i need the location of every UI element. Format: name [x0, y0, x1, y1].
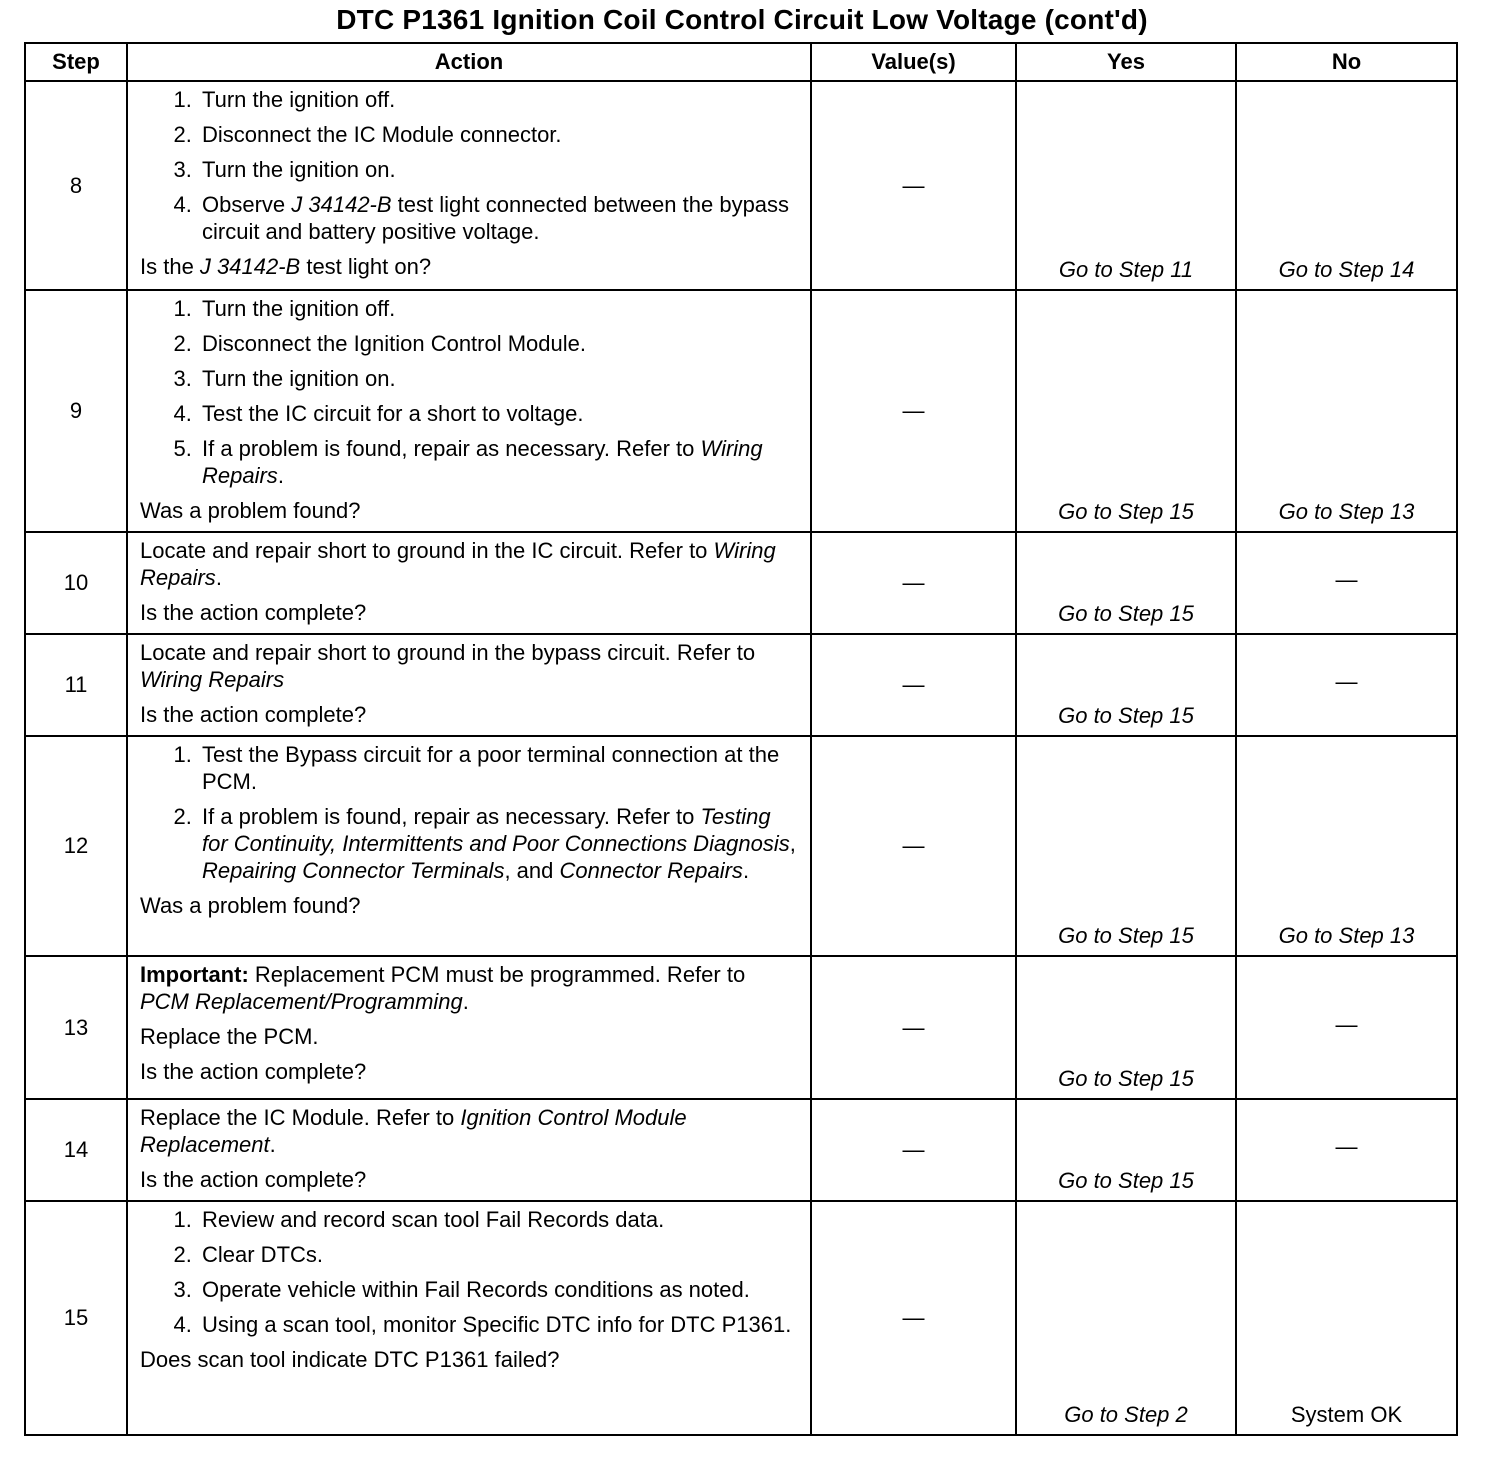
text: . — [269, 1132, 276, 1157]
yes-cell — [1016, 532, 1236, 634]
header-action: Action — [127, 43, 811, 81]
step-number: 9 — [25, 290, 127, 532]
no-cell — [1236, 736, 1457, 956]
table-row — [25, 1099, 1457, 1201]
no-cell — [1236, 634, 1457, 736]
reference-link[interactable]: PCM Replacement/Programming — [140, 989, 463, 1014]
table-row — [25, 81, 1457, 290]
yes-cell — [1016, 956, 1236, 1099]
question: Was a problem found? — [140, 893, 361, 918]
text: . — [215, 565, 222, 590]
action-cell — [127, 956, 811, 1099]
value-cell: — — [811, 532, 1016, 634]
list-item: 1. Test the Bypass circuit for a poor terminal connection at the PCM. — [198, 741, 796, 795]
list-item: 1. Turn the ignition off. — [198, 86, 796, 113]
yes-cell — [1016, 1201, 1236, 1435]
list-item: 1. Review and record scan tool Fail Records data. — [198, 1206, 796, 1233]
action-text — [140, 639, 796, 693]
table-row — [25, 1201, 1457, 1435]
action-cell — [127, 1099, 811, 1201]
important-note — [140, 961, 796, 1015]
text: Observe — [202, 192, 292, 217]
text: test light on? — [300, 254, 432, 279]
list-item: 4. Using a scan tool, monitor Specific DTC info for DTC P1361. — [198, 1311, 796, 1338]
action-text — [140, 537, 796, 591]
text: test light connected between the bypass circuit and battery positive voltage. — [202, 192, 790, 244]
question: Does scan tool indicate DTC P1361 failed? — [140, 1347, 560, 1372]
table-row — [25, 736, 1457, 956]
text: Locate and repair short to ground in the IC circuit. Refer to — [140, 538, 714, 563]
list-item: 1. Turn the ignition off. — [198, 295, 796, 322]
reference-link[interactable]: Wiring Repairs — [140, 667, 285, 692]
action-cell — [127, 81, 811, 290]
list-item: 3. Operate vehicle within Fail Records conditions as noted. — [198, 1276, 796, 1303]
text: If a problem is found, repair as necessary. Refer to — [202, 804, 701, 829]
table-row — [25, 634, 1457, 736]
action-list — [140, 295, 796, 489]
header-yes: Yes — [1016, 43, 1236, 81]
text: , and — [504, 858, 560, 883]
step-number: 13 — [25, 956, 127, 1099]
question: Is the action complete? — [140, 702, 367, 727]
yes-cell — [1016, 634, 1236, 736]
instruction: Replace the PCM. — [140, 1024, 319, 1049]
action-cell — [127, 1201, 811, 1435]
header-step: Step — [25, 43, 127, 81]
header-row — [25, 43, 1457, 81]
reference-link[interactable]: Ignition Control Module Replacement — [140, 1105, 687, 1157]
tool-reference: J 34142-B — [291, 192, 392, 217]
value-cell: — — [811, 1201, 1016, 1435]
step-number: 8 — [25, 81, 127, 290]
value-cell: — — [811, 1099, 1016, 1201]
text: . — [462, 989, 469, 1014]
table-row — [25, 532, 1457, 634]
list-item: 3. Turn the ignition on. — [198, 365, 796, 392]
list-item: 4. Test the IC circuit for a short to voltage. — [198, 400, 796, 427]
reference-link[interactable]: Testing for Continuity, Intermittents and Poor Connections Diagnosis — [202, 804, 790, 856]
value-cell: — — [811, 634, 1016, 736]
yes-link[interactable]: Go to Step 11 — [1058, 257, 1194, 282]
yes-link[interactable]: Go to Step 2 — [1064, 1402, 1188, 1427]
reference-link[interactable]: Wiring Repairs — [140, 538, 776, 590]
no-link[interactable]: Go to Step 13 — [1278, 499, 1415, 524]
question: Was a problem found? — [140, 498, 361, 523]
value-cell: — — [811, 290, 1016, 532]
header-values: Value(s) — [811, 43, 1016, 81]
question: Is the action complete? — [140, 1167, 367, 1192]
action-cell — [127, 634, 811, 736]
yes-link[interactable]: Go to Step 15 — [1058, 1066, 1194, 1091]
no-cell — [1236, 81, 1457, 290]
yes-link[interactable]: Go to Step 15 — [1058, 703, 1194, 728]
step-number: 12 — [25, 736, 127, 956]
list-item — [198, 803, 796, 884]
value-cell: — — [811, 81, 1016, 290]
yes-cell — [1016, 1099, 1236, 1201]
reference-link[interactable]: Repairing Connector Terminals — [202, 858, 505, 883]
no-value: — — [1335, 1134, 1358, 1159]
question: Is the action complete? — [140, 600, 367, 625]
step-number: 10 — [25, 532, 127, 634]
list-item: 3. Turn the ignition on. — [198, 156, 796, 183]
action-list — [140, 86, 796, 245]
list-item: 2. Disconnect the Ignition Control Module. — [198, 330, 796, 357]
value-cell: — — [811, 956, 1016, 1099]
list-item: 2. Clear DTCs. — [198, 1241, 796, 1268]
text: If a problem is found, repair as necessary. Refer to — [202, 436, 701, 461]
no-link[interactable]: Go to Step 14 — [1278, 257, 1415, 282]
yes-cell — [1016, 81, 1236, 290]
diagnostic-table — [24, 42, 1458, 1436]
question — [140, 253, 796, 280]
action-list — [140, 1206, 796, 1338]
no-link[interactable]: Go to Step 13 — [1278, 923, 1415, 948]
step-number: 14 — [25, 1099, 127, 1201]
text: . — [277, 463, 284, 488]
no-cell — [1236, 1201, 1457, 1435]
list-item — [198, 191, 796, 245]
table-row — [25, 956, 1457, 1099]
yes-link[interactable]: Go to Step 15 — [1058, 1168, 1194, 1193]
action-cell — [127, 290, 811, 532]
no-value: — — [1335, 669, 1358, 694]
step-number: 11 — [25, 634, 127, 736]
page-title: DTC P1361 Ignition Coil Control Circuit Low Voltage (cont'd) — [336, 4, 1148, 35]
text: Replace the IC Module. Refer to — [140, 1105, 461, 1130]
tool-reference: J 34142-B — [199, 254, 301, 279]
important-label: Important: — [140, 962, 249, 987]
action-cell — [127, 532, 811, 634]
table-row — [25, 290, 1457, 532]
text: Replacement PCM must be programmed. Refer to — [248, 962, 746, 987]
yes-link[interactable]: Go to Step 15 — [1058, 499, 1194, 524]
action-list — [140, 741, 796, 884]
value-cell: — — [811, 736, 1016, 956]
header-no: No — [1236, 43, 1457, 81]
reference-link[interactable]: Connector Repairs — [559, 858, 743, 883]
no-cell — [1236, 956, 1457, 1099]
no-cell — [1236, 1099, 1457, 1201]
text: Locate and repair short to ground in the bypass circuit. Refer to — [140, 640, 756, 665]
no-value: System OK — [1290, 1402, 1403, 1427]
question: Is the action complete? — [140, 1059, 367, 1084]
reference-link[interactable]: Wiring Repairs — [202, 436, 763, 488]
no-value: — — [1335, 567, 1358, 592]
list-item: 2. Disconnect the IC Module connector. — [198, 121, 796, 148]
yes-link[interactable]: Go to Step 15 — [1058, 923, 1194, 948]
no-value: — — [1335, 1011, 1358, 1037]
action-cell — [127, 736, 811, 956]
yes-link[interactable]: Go to Step 15 — [1058, 601, 1194, 626]
text: Is the — [140, 254, 200, 279]
yes-cell — [1016, 736, 1236, 956]
yes-cell — [1016, 290, 1236, 532]
no-cell — [1236, 290, 1457, 532]
list-item — [198, 435, 796, 489]
no-cell — [1236, 532, 1457, 634]
action-text — [140, 1104, 796, 1158]
text: . — [742, 858, 750, 883]
text: , — [789, 831, 796, 856]
step-number: 15 — [25, 1201, 127, 1435]
